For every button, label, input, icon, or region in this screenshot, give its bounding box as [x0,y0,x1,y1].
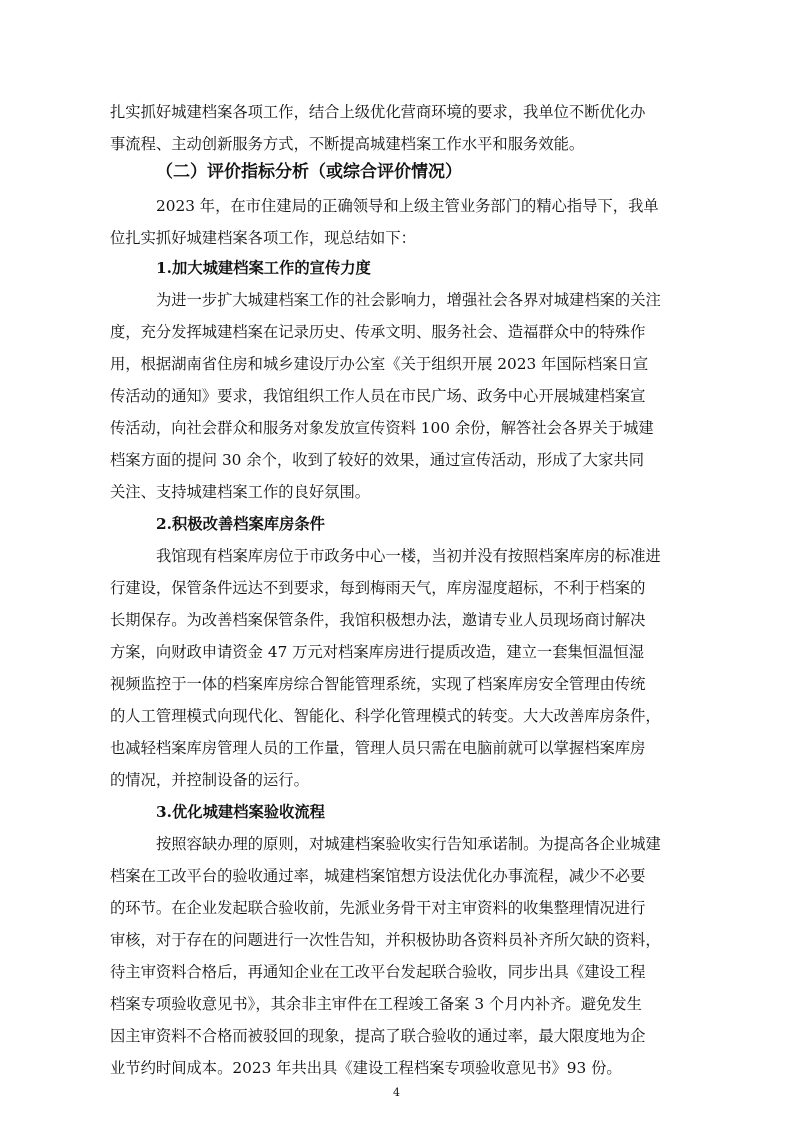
paragraph-line: 的情况，并控制设备的运行。 [110,771,309,789]
paragraph-line: 传活动的通知》要求，我馆组织工作人员在市民广场、政务中心开展城建档案宣 [110,387,646,405]
paragraph-line: 视频监控于一体的档案库房综合智能管理系统，实现了档案库房安全管理由传统 [110,675,646,693]
paragraph-line: 按照容缺办理的原则，对城建档案验收实行告知承诺制。为提高各企业城建 [156,835,661,853]
paragraph-line: 的人工管理模式向现代化、智能化、科学化管理模式的转变。大大改善库房条件， [110,707,661,725]
paragraph-line: 为进一步扩大城建档案工作的社会影响力，增强社会各界对城建档案的关注 [156,291,661,309]
paragraph-line: 档案在工改平台的验收通过率，城建档案馆想方设法优化办事流程，减少不必要 [110,867,646,885]
paragraph-line: 方案，向财政申请资金 47 万元对档案库房进行提质改造，建立一套集恒温恒湿 [110,643,644,661]
paragraph-line: 传活动，向社会群众和服务对象发放宣传资料 100 余份，解答社会各界关于城建 [110,419,654,437]
paragraph-line: 我馆现有档案库房位于市政务中心一楼，当初并没有按照档案库房的标准进 [156,547,661,565]
subsection-heading: 2.积极改善档案库房条件 [156,515,325,533]
subsection-heading: 1.加大城建档案工作的宣传力度 [156,259,371,277]
paragraph-line: 2023 年，在市住建局的正确领导和上级主管业务部门的精心指导下，我单 [156,197,659,215]
paragraph-line: 审核，对于存在的问题进行一次性告知，并积极协助各资料员补齐所欠缺的资料， [110,931,661,949]
paragraph-line: 也减轻档案库房管理人员的工作量，管理人员只需在电脑前就可以掌握档案库房 [110,739,646,757]
paragraph-line: 用，根据湖南省住房和城乡建设厅办公室《关于组织开展 2023 年国际档案日宣 [110,355,649,373]
paragraph-line: 事流程、主动创新服务方式，不断提高城建档案工作水平和服务效能。 [110,135,585,153]
section-heading: （二）评价指标分析（或综合评价情况） [156,162,462,182]
paragraph-line: 待主审资料合格后，再通知企业在工改平台发起联合验收，同步出具《建设工程 [110,963,646,981]
paragraph-line: 的环节。在企业发起联合验收前，先派业务骨干对主审资料的收集整理情况进行 [110,899,646,917]
paragraph-line: 因主审资料不合格而被驳回的现象，提高了联合验收的通过率，最大限度地为企 [110,1027,646,1045]
paragraph-line: 档案方面的提问 30 余个，收到了较好的效果，通过宣传活动，形成了大家共同 [110,451,644,469]
page-number: 4 [393,1086,400,1099]
paragraph-line: 度，充分发挥城建档案在记录历史、传承文明、服务社会、造福群众中的特殊作 [110,323,646,341]
paragraph-line: 档案专项验收意见书》，其余非主审件在工程竣工备案 3 个月内补齐。避免发生 [110,995,642,1013]
subsection-heading: 3.优化城建档案验收流程 [156,803,325,821]
paragraph-line: 长期保存。为改善档案保管条件，我馆积极想办法，邀请专业人员现场商讨解决 [110,611,646,629]
paragraph-line: 行建设，保管条件远达不到要求，每到梅雨天气，库房湿度超标，不利于档案的 [110,579,646,597]
paragraph-line: 业节约时间成本。2023 年共出具《建设工程档案专项验收意见书》93 份。 [110,1059,622,1077]
paragraph-line: 位扎实抓好城建档案各项工作，现总结如下： [110,229,416,247]
paragraph-line: 扎实抓好城建档案各项工作，结合上级优化营商环境的要求，我单位不断优化办 [110,103,646,121]
paragraph-line: 关注、支持城建档案工作的良好氛围。 [110,483,371,501]
